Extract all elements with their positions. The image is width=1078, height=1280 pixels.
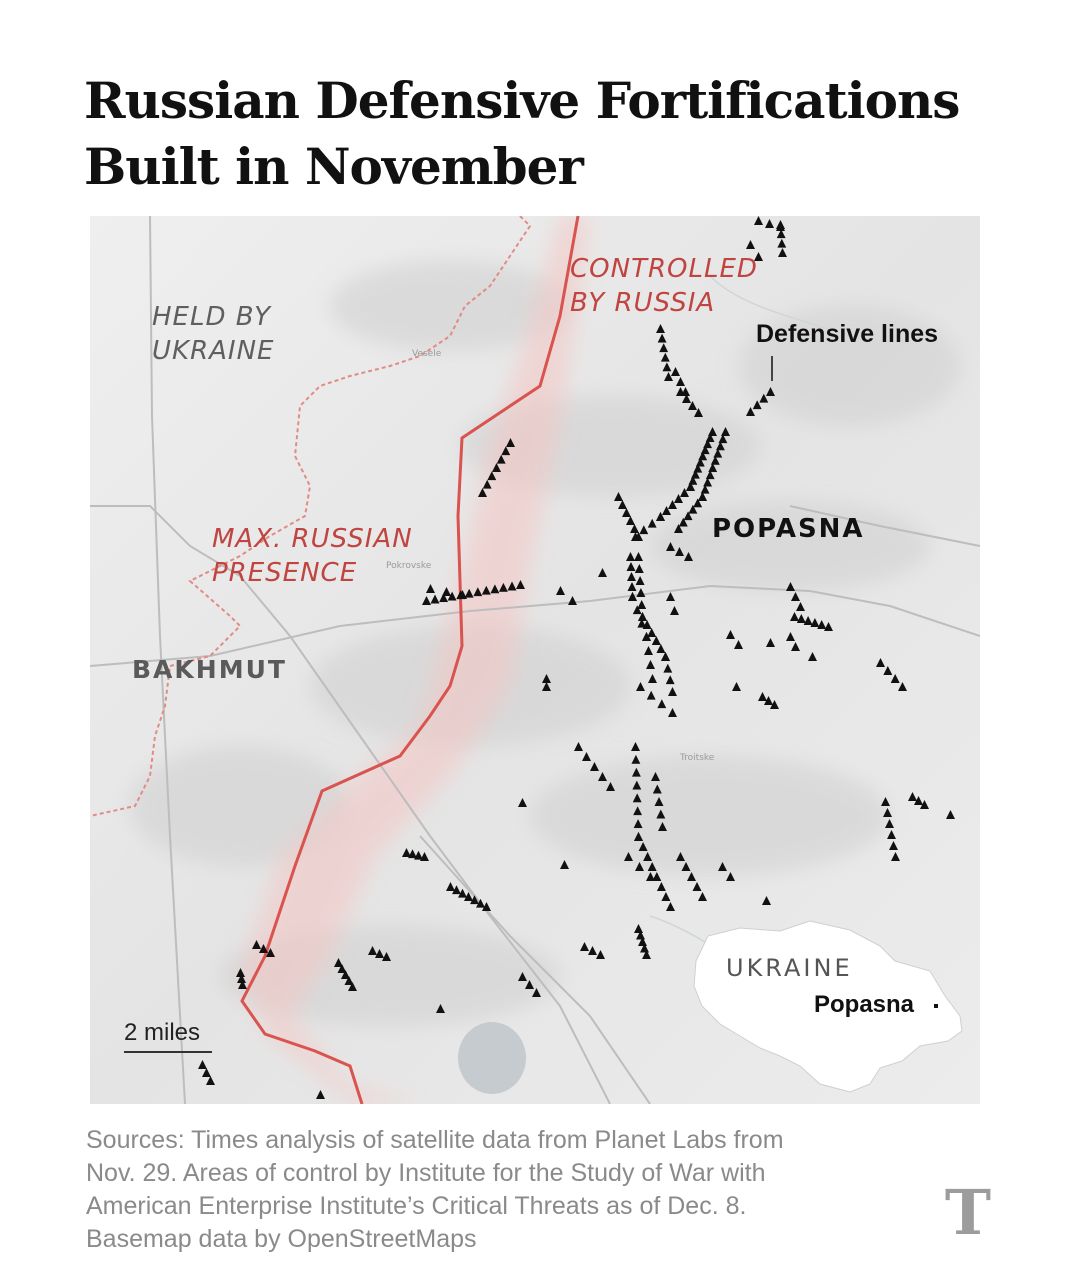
popasna-city-label: POPASNA [712,514,865,544]
inset-country-label: UKRAINE [726,954,853,982]
sources-line-1: Sources: Times analysis of satellite data from Planet Labs from [86,1126,784,1154]
nyt-logo-icon: T [944,1176,992,1249]
inset-city-label: Popasna [814,991,915,1018]
vesele-label: Vesele [412,349,442,359]
scale-label: 2 miles [124,1019,201,1046]
controlled-by-russia-label [570,252,758,320]
controlled-line-2: BY RUSSIA [570,288,716,318]
popasna-inset-dot [934,1004,938,1008]
sources-note [86,1124,906,1256]
held-by-line-2: UKRAINE [152,336,275,366]
controlled-line-1: CONTROLLED [570,254,758,284]
defensive-lines-label: Defensive lines [756,320,939,348]
max-russian-presence-label [212,522,413,590]
reservoir [458,1022,526,1094]
max-russian-line-2: PRESENCE [212,558,358,588]
held-by-line-1: HELD BY [152,302,272,332]
sources-line-3: American Enterprise Institute’s Critical Threats as of Dec. 8. [86,1192,747,1220]
troitske-label: Troitske [680,753,715,763]
fortification-map[interactable] [90,216,980,1104]
title-line-1: Russian Defensive Fortifications [84,70,960,130]
pokrovske-label: Pokrovske [386,561,432,571]
page-title [84,68,1014,200]
title-line-2: Built in November [84,136,583,196]
held-by-ukraine-label [152,300,274,368]
bakhmut-city-label: BAKHMUT [132,655,287,684]
sources-line-2: Nov. 29. Areas of control by Institute for the Study of War with [86,1159,766,1187]
sources-line-4: Basemap data by OpenStreetMaps [86,1225,477,1253]
max-russian-line-1: MAX. RUSSIAN [212,524,413,554]
